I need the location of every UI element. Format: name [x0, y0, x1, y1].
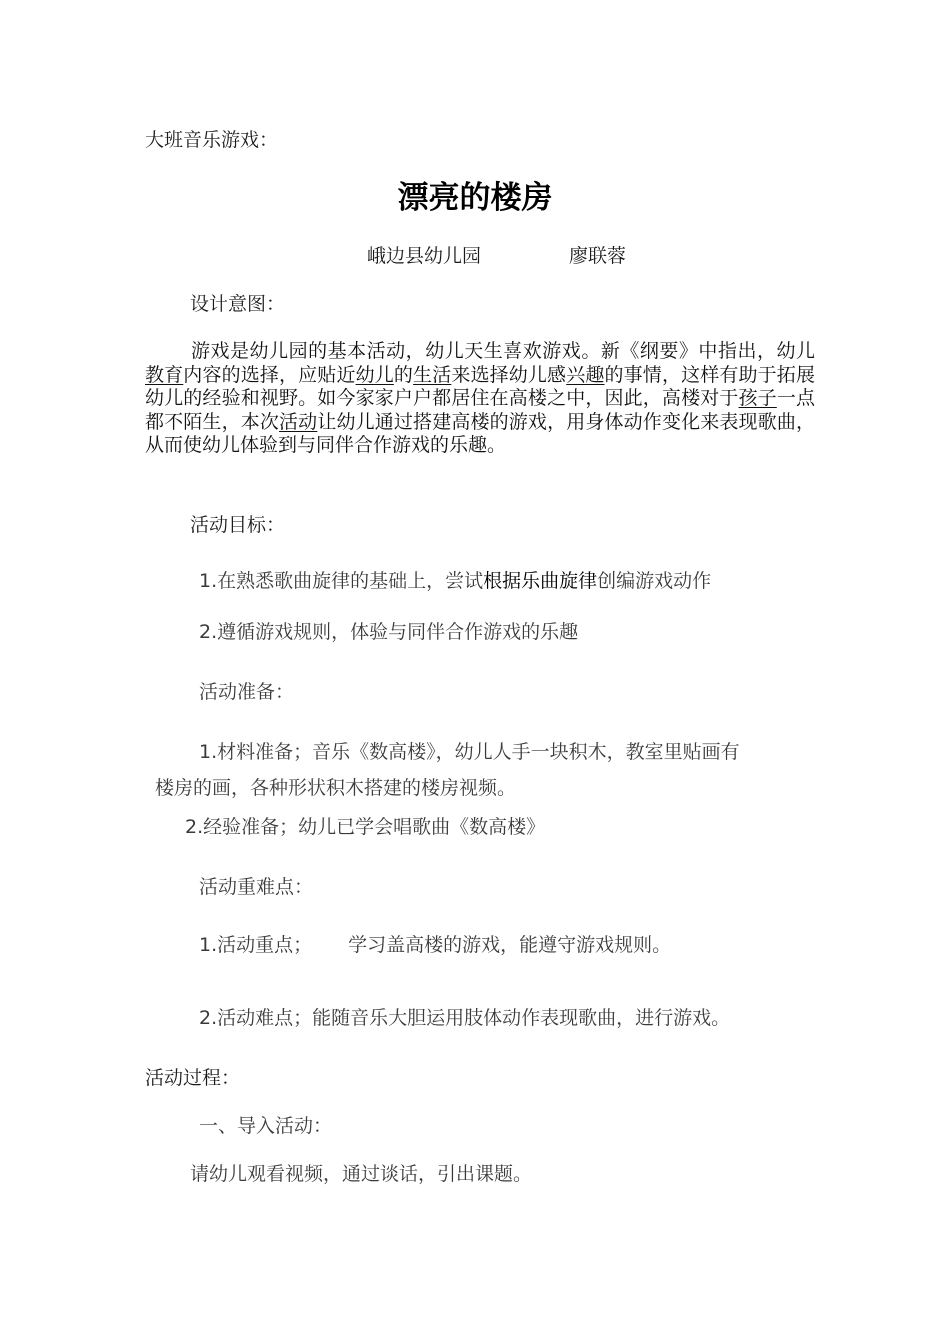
keyword-link[interactable]: 活动 — [279, 410, 318, 433]
keyword-link[interactable]: 幼儿 — [355, 363, 394, 386]
prep-item-1-line-2: 楼房的画，各种形状积木搭建的楼房视频。 — [155, 777, 517, 799]
design-paragraph: 游戏是幼儿园的基本活动，幼儿天生喜欢游戏。新《纲要》中指出，幼儿教育内容的选择，应贴近幼儿的生活来选择幼儿感兴趣的事情，这样有助于拓展幼儿的经验和视野。如今家家户户都居住在高楼之中，因此，高楼对于孩子一点都不陌生，本次活动让幼儿通过搭建高楼的游戏，用身体动作变化来表现歌曲，从而使幼儿体验到与同伴合作游戏的乐趣。 — [145, 340, 815, 456]
process-step-1: 一、导入活动： — [199, 1115, 333, 1137]
process-step-1-text: 请幼儿观看视频，通过谈话，引出课题。 — [190, 1163, 533, 1185]
keyword-link[interactable]: 兴趣 — [566, 363, 605, 386]
keyword-link[interactable]: 孩子 — [738, 387, 777, 409]
design-heading: 设计意图： — [190, 293, 286, 315]
prep-item-2: 2.经验准备；幼儿已学会唱歌曲《数高楼》 — [185, 816, 546, 838]
keyword-link[interactable]: 教育 — [145, 363, 184, 386]
prep-item-1-line-1: 1.材料准备；音乐《数高楼》，幼儿人手一块积木，教室里贴画有 — [199, 741, 740, 763]
author-name: 廖联蓉 — [569, 245, 627, 267]
goal-item-1: 1.在熟悉歌曲旋律的基础上，尝试根据乐曲旋律创编游戏动作 — [199, 570, 712, 592]
key-heading: 活动重难点： — [199, 876, 314, 898]
goals-heading: 活动目标： — [190, 514, 286, 536]
school-name: 峨边县幼儿园 — [367, 245, 482, 267]
key-item-2: 2.活动难点；能随音乐大胆运用肢体动作表现歌曲，进行游戏。 — [199, 1007, 731, 1029]
process-heading: 活动过程： — [145, 1067, 241, 1089]
document-title: 漂亮的楼房 — [397, 180, 553, 216]
prep-heading: 活动准备： — [199, 681, 295, 703]
category-label: 大班音乐游戏： — [145, 129, 279, 151]
goal-item-2: 2.遵循游戏规则，体验与同伴合作游戏的乐趣 — [199, 621, 579, 643]
key-item-1: 1.活动重点； 学习盖高楼的游戏，能遵守游戏规则。 — [199, 934, 672, 956]
keyword-link[interactable]: 生活 — [413, 363, 452, 386]
